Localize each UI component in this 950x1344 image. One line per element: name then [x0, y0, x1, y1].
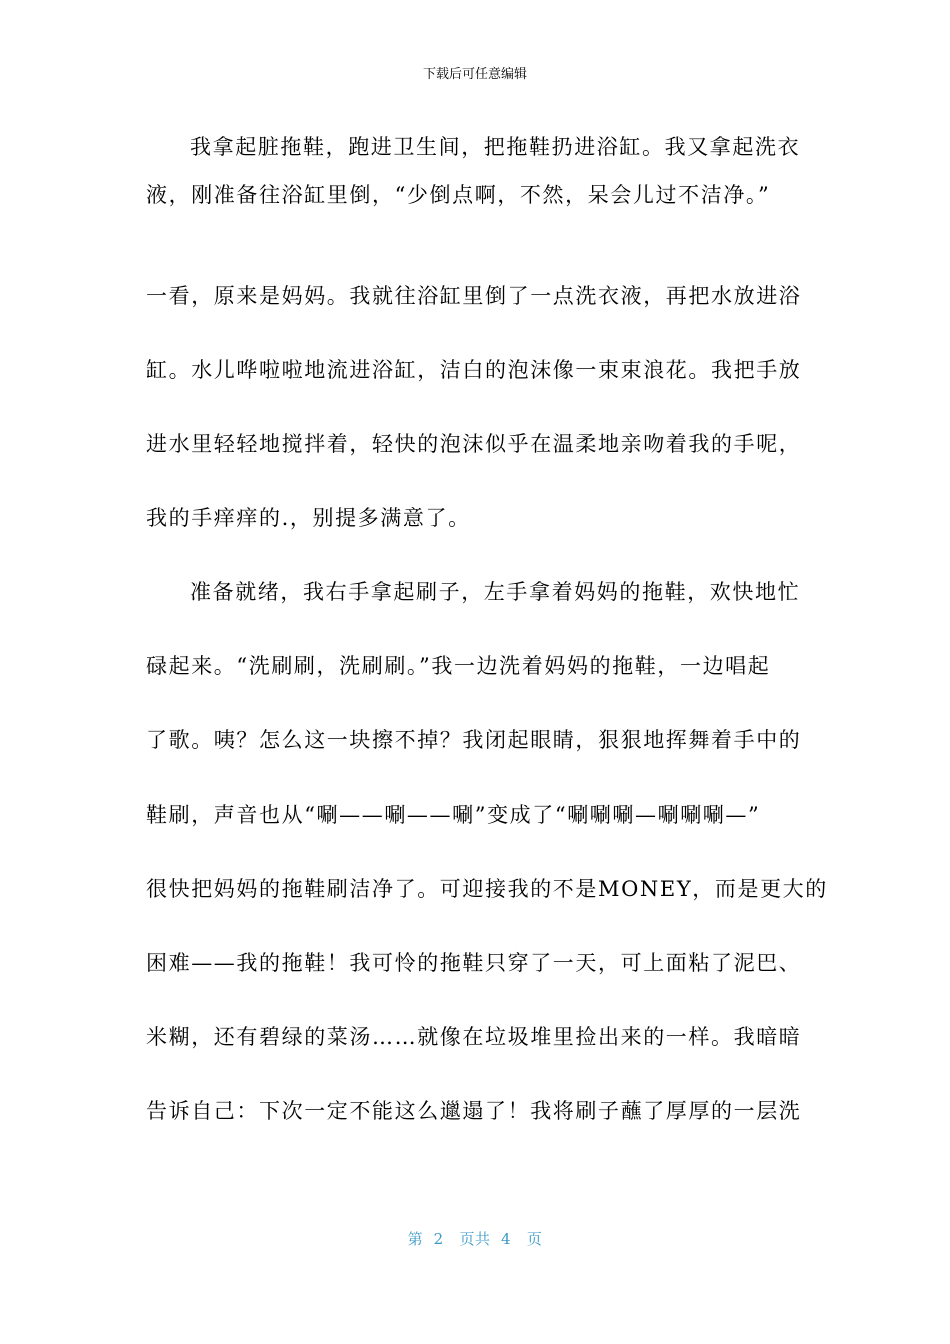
page-number-footer: 第 2 页共 4 页	[407, 1230, 543, 1248]
paragraph-line: 告诉自己：下次一定不能这么邋遢了！我将刷子蘸了厚厚的一层洗	[146, 1099, 802, 1123]
paragraph-line: 米糊，还有碧绿的菜汤……就像在垃圾堆里捡出来的一样。我暗暗	[146, 1025, 802, 1049]
paragraph-line: 了歌。咦？怎么这一块擦不掉？我闭起眼睛，狠狠地挥舞着手中的	[146, 728, 802, 752]
paragraph-line: 进水里轻轻地搅拌着，轻快的泡沫似乎在温柔地亲吻着我的手呢，	[146, 432, 802, 456]
paragraph-line: 缸。水儿哗啦啦地流进浴缸，洁白的泡沫像一束束浪花。我把手放	[146, 358, 802, 382]
paragraph-line: 准备就绪，我右手拿起刷子，左手拿着妈妈的拖鞋，欢快地忙	[190, 580, 801, 604]
paragraph-line: 很快把妈妈的拖鞋刷洁净了。可迎接我的不是MONEY，而是更大的	[146, 877, 828, 901]
page-header-note: 下载后可任意编辑	[422, 67, 527, 82]
paragraph-line: 碌起来。“洗刷刷，洗刷刷。”我一边洗着妈妈的拖鞋，一边唱起	[146, 654, 771, 678]
paragraph-line: 我的手痒痒的.，别提多满意了。	[146, 506, 471, 530]
paragraph-line: 鞋刷，声音也从“唰——唰——唰”变成了“唰唰唰—唰唰唰—”	[146, 803, 761, 827]
paragraph-line: 液，刚准备往浴缸里倒，“少倒点啊，不然，呆会儿过不洁净。”	[146, 183, 771, 207]
paragraph-line: 困难——我的拖鞋！我可怜的拖鞋只穿了一天，可上面粘了泥巴、	[146, 951, 802, 975]
paragraph-line: 我拿起脏拖鞋，跑进卫生间，把拖鞋扔进浴缸。我又拿起洗衣	[190, 135, 801, 159]
paragraph-line: 一看，原来是妈妈。我就往浴缸里倒了一点洗衣液，再把水放进浴	[146, 284, 802, 308]
